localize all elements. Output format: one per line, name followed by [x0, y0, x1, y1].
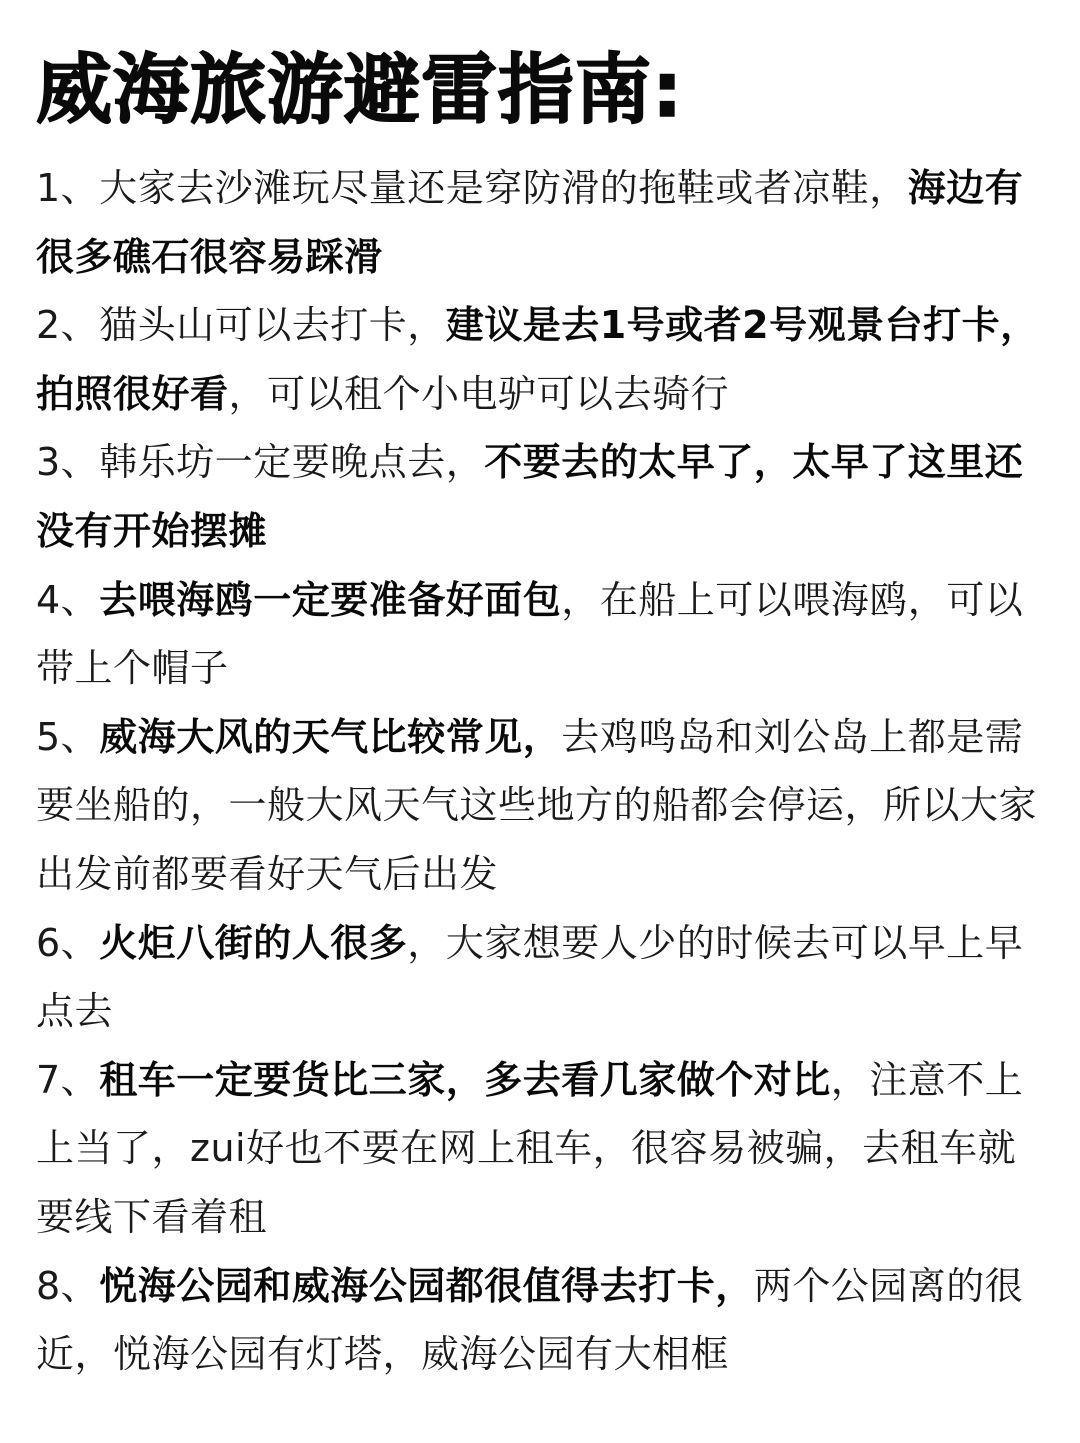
tip-item-2	[36, 291, 1040, 428]
page-title: 威海旅游避雷指南:	[36, 45, 684, 134]
tip-highlight: 不要去的太早了，太早了这里还没有开始摆摊	[36, 440, 1024, 553]
tip-text-tail: ，在船上可以喂海鸥，可以带上个帽子	[36, 577, 1024, 691]
tip-highlight: 海边有很多礁石很容易踩滑	[36, 166, 1024, 279]
tip-number: 4、	[36, 577, 100, 622]
tip-highlight: 火炬八街的人很多	[99, 920, 408, 965]
tips-list	[36, 154, 1040, 1389]
tip-text-tail: 两个公园离的很近，悦海公园有灯塔，威海公园有大相框	[36, 1263, 1024, 1377]
tip-highlight: 威海大风的天气比较常见，	[99, 714, 562, 759]
tip-number: 3、	[36, 440, 100, 485]
tip-number: 2、	[36, 303, 100, 348]
tip-text-tail: 去鸡鸣岛和刘公岛上都是需要坐船的，一般大风天气这些地方的船都会停运，所以大家出发前都要看好天气后出发	[36, 714, 1038, 896]
tip-item-6	[36, 909, 1040, 1046]
tip-text: 韩乐坊一定要晚点去，	[99, 440, 485, 485]
tip-number: 7、	[36, 1057, 100, 1102]
tip-highlight: 建议是去1号或者2号观景台打卡，拍照很好看	[36, 303, 1039, 416]
tip-text-tail: ，注意不上上当了，zui好也不要在网上租车，很容易被骗，去租车就要线下看着租	[36, 1057, 1024, 1239]
tip-item-5	[36, 703, 1040, 909]
tip-item-3	[36, 428, 1040, 565]
tip-highlight: 去喂海鸥一定要准备好面包	[99, 577, 562, 622]
tip-text: 猫头山可以去打卡，	[99, 303, 446, 348]
tip-item-1	[36, 154, 1040, 291]
tip-number: 5、	[36, 714, 100, 759]
tip-number: 6、	[36, 920, 100, 965]
tip-text: 大家去沙滩玩尽量还是穿防滑的拖鞋或者凉鞋，	[99, 166, 908, 210]
tip-number: 1、	[36, 166, 100, 210]
tip-number: 8、	[36, 1263, 100, 1308]
tip-highlight: 租车一定要货比三家，多去看几家做个对比	[99, 1057, 831, 1102]
tip-item-7	[36, 1046, 1040, 1252]
tip-item-8	[36, 1252, 1040, 1389]
tip-item-4	[36, 566, 1040, 703]
tip-highlight: 悦海公园和威海公园都很值得去打卡，	[99, 1263, 754, 1308]
tip-text-tail: ，大家想要人少的时候去可以早上早点去	[36, 920, 1024, 1034]
tip-text-tail: ，可以租个小电驴可以去骑行	[228, 371, 730, 416]
